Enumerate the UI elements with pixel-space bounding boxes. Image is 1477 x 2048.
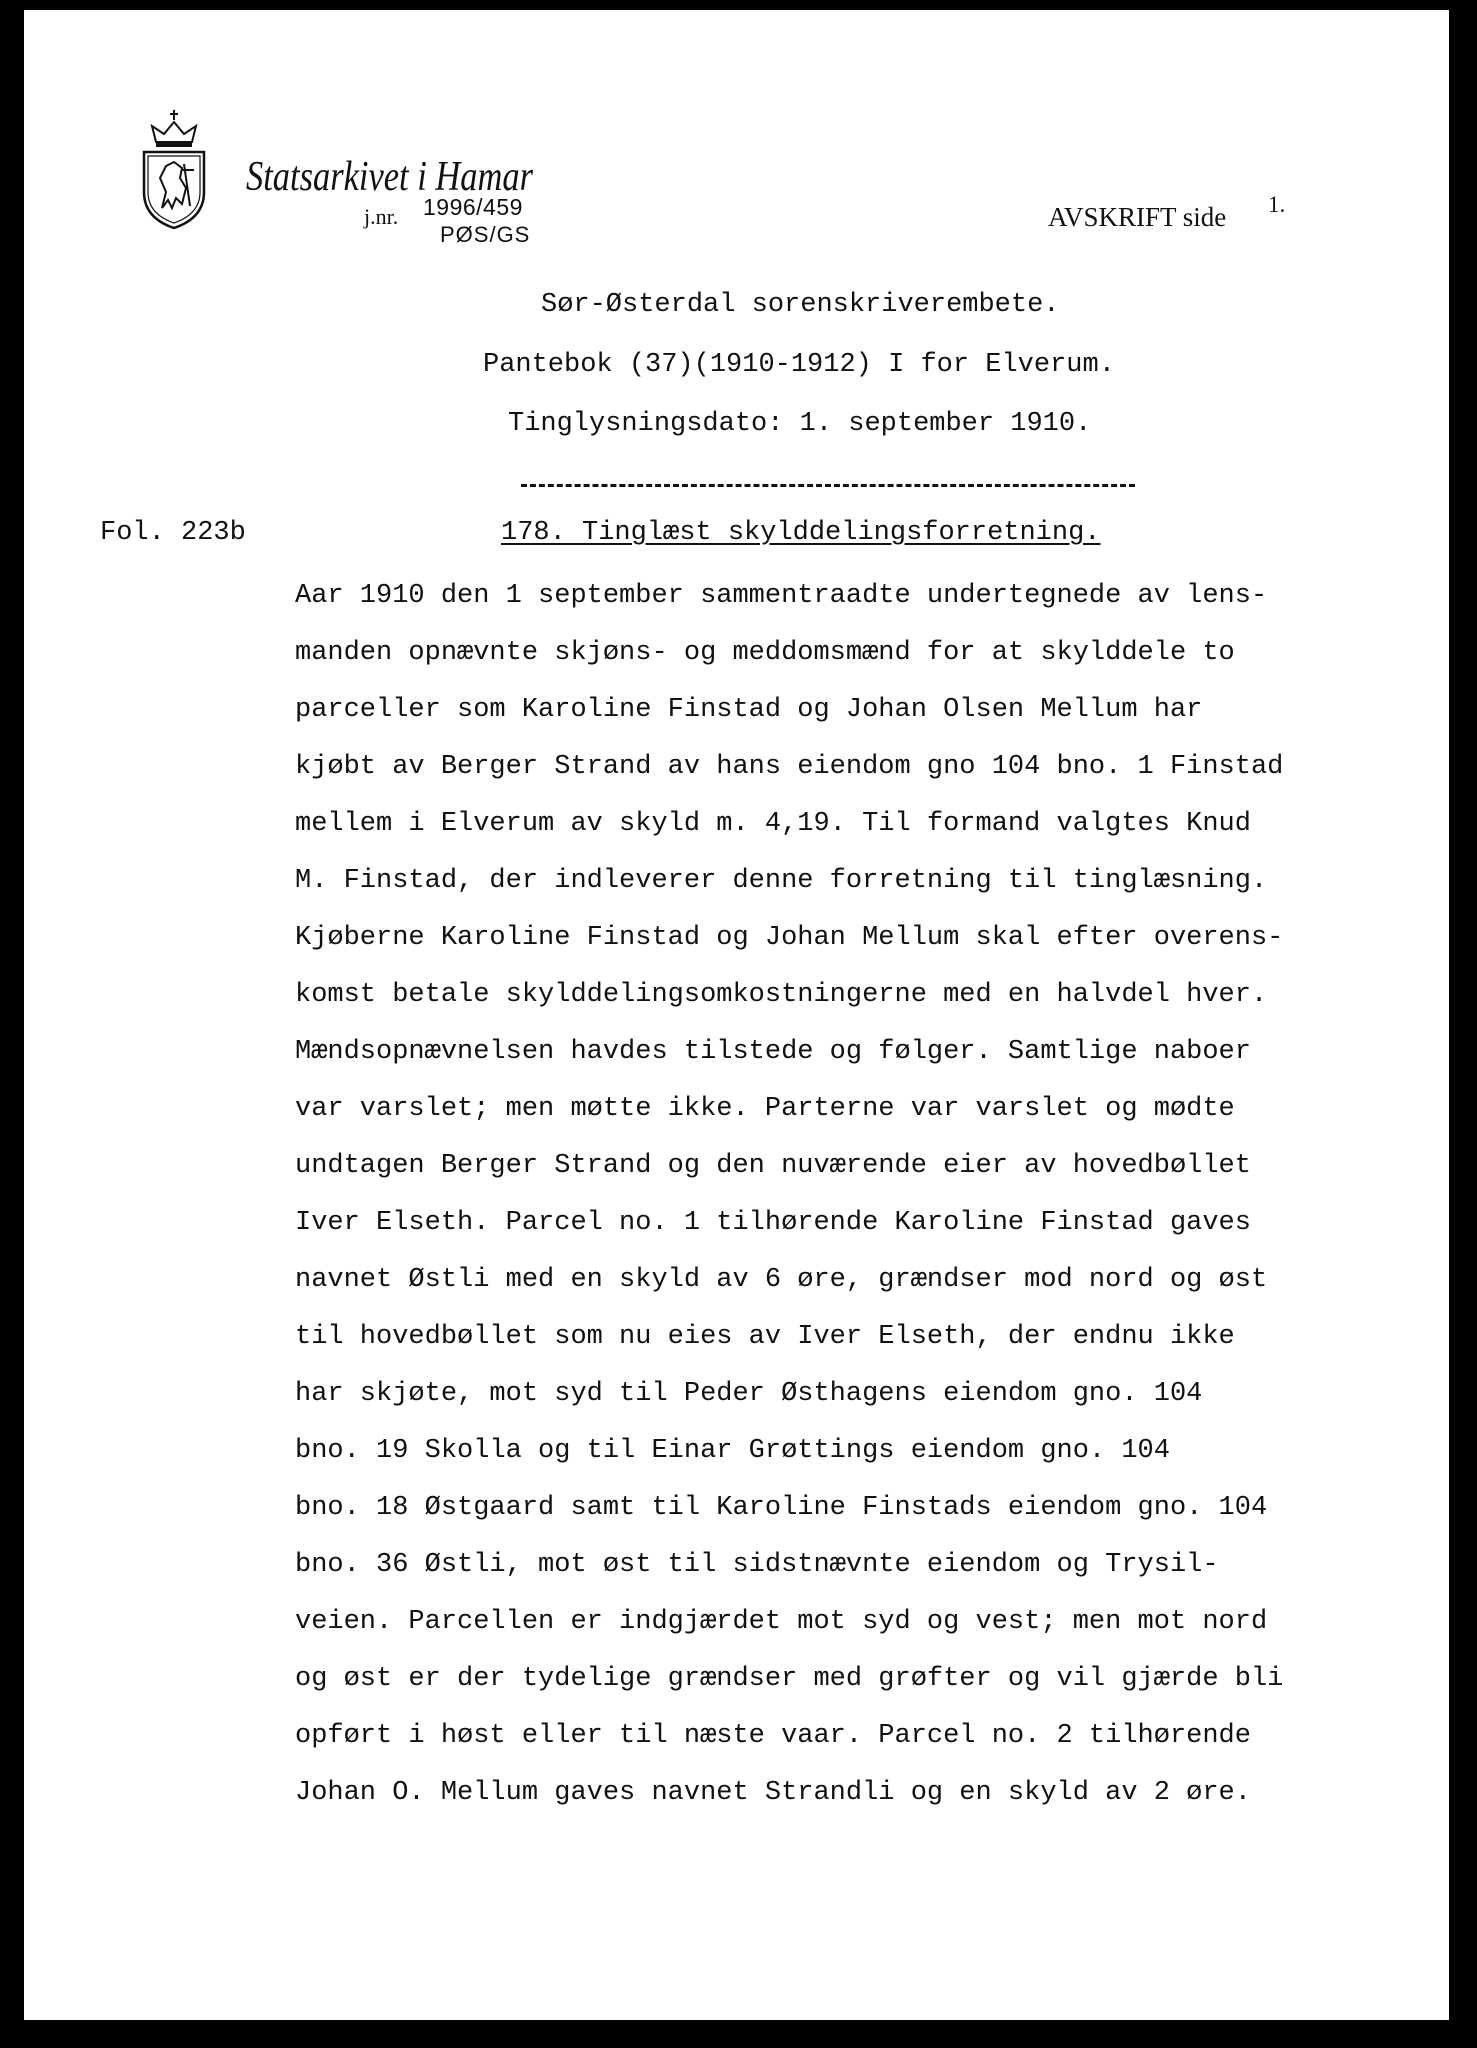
body-line: var varslet; men møtte ikke. Parterne var varslet og mødte	[295, 1094, 1235, 1124]
body-line: Mændsopnævnelsen havdes tilstede og følger. Samtlige naboer	[295, 1037, 1251, 1067]
jnr-label: j.nr.	[364, 204, 399, 229]
body-line: manden opnævnte skjøns- og meddomsmænd for at skylddele to	[295, 638, 1235, 668]
body-line: Johan O. Mellum gaves navnet Strandli og en skyld av 2 øre.	[295, 1778, 1251, 1808]
body-line: og øst er der tydelige grændser med grøfter og vil gjærde bli	[295, 1664, 1284, 1694]
folio-label: Fol. 223b	[100, 518, 246, 548]
body-line: undtagen Berger Strand og den nuværende eier av hovedbøllet	[295, 1151, 1251, 1181]
office-heading: Sør-Østerdal sorenskriverembete.	[541, 290, 1060, 320]
jnr-value: 1996/459	[423, 194, 523, 220]
body-line: kjøbt av Berger Strand av hans eiendom gno 104 bno. 1 Finstad	[295, 752, 1284, 782]
date-heading: Tinglysningsdato: 1. september 1910.	[508, 409, 1092, 439]
book-heading: Pantebok (37)(1910-1912) I for Elverum.	[483, 350, 1115, 380]
body-line: Kjøberne Karoline Finstad og Johan Mellum skal efter overens-	[295, 923, 1284, 953]
body-line: har skjøte, mot syd til Peder Østhagens eiendom gno. 104	[295, 1379, 1203, 1409]
separator-rule	[521, 484, 1135, 487]
body-line: veien. Parcellen er indgjærdet mot syd og vest; men mot nord	[295, 1607, 1268, 1637]
page-number: 1.	[1268, 192, 1286, 217]
entry-body	[295, 568, 1283, 1822]
initials: PØS/GS	[440, 222, 531, 247]
body-line: opført i høst eller til næste vaar. Parcel no. 2 tilhørende	[295, 1721, 1251, 1751]
body-line: bno. 36 Østli, mot øst til sidstnævnte eiendom og Trysil-	[295, 1550, 1219, 1580]
entry-title: 178. Tinglæst skylddelingsforretning.	[501, 518, 1101, 548]
body-line: bno. 19 Skolla og til Einar Grøttings eiendom gno. 104	[295, 1436, 1170, 1466]
body-line: Iver Elseth. Parcel no. 1 tilhørende Karoline Finstad gaves	[295, 1208, 1251, 1238]
body-line: til hovedbøllet som nu eies av Iver Elseth, der endnu ikke	[295, 1322, 1235, 1352]
body-line: Aar 1910 den 1 september sammentraadte undertegnede av lens-	[295, 581, 1268, 611]
body-line: bno. 18 Østgaard samt til Karoline Finstads eiendom gno. 104	[295, 1493, 1268, 1523]
avskrift-label: AVSKRIFT side	[1048, 202, 1227, 232]
body-line: M. Finstad, der indleverer denne forretning til tinglæsning.	[295, 866, 1268, 896]
body-line: mellem i Elverum av skyld m. 4,19. Til formand valgtes Knud	[295, 809, 1251, 839]
archive-name: Statsarkivet i Hamar	[246, 154, 533, 200]
body-line: navnet Østli med en skyld av 6 øre, grændser mod nord og øst	[295, 1265, 1268, 1295]
coat-of-arms-icon	[138, 108, 210, 232]
body-line: komst betale skylddelingsomkostningerne med en halvdel hver.	[295, 980, 1268, 1010]
body-line: parceller som Karoline Finstad og Johan Olsen Mellum har	[295, 695, 1203, 725]
